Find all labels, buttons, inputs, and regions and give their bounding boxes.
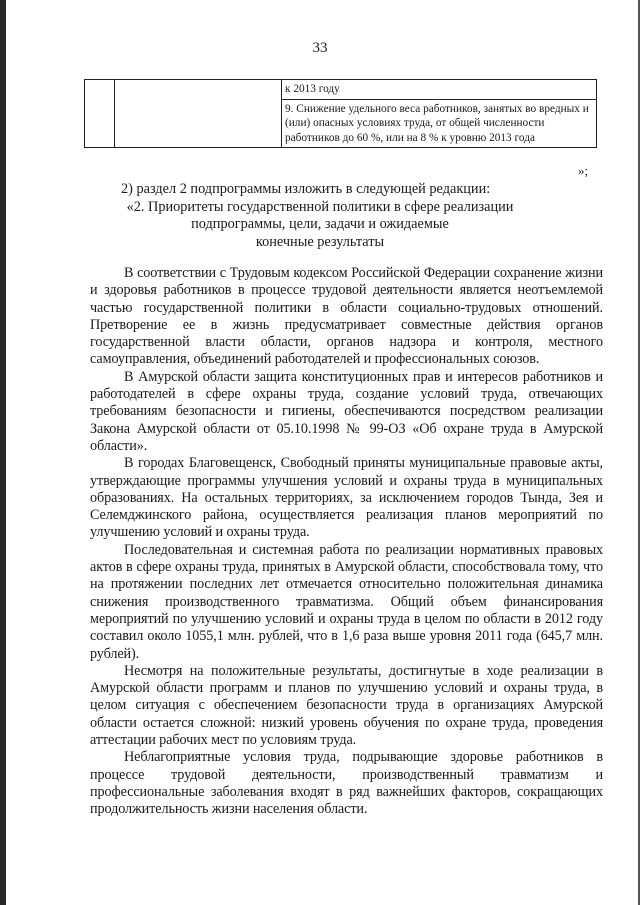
table-cell-text: 9. Снижение удельного веса работников, занятых во вредных и (или) опасных условиях труда, от общей численности работников до 60 %, или на 8 % к уровню 2013 года: [282, 99, 597, 148]
paragraph: В Амурской области защита конституционных прав и интересов работников и работодателей в сфере охраны труда, создание условий труда, отвечающих требованиям безопасности и гигиены, обеспечиваются посредством реализации Закона Амурской области от 05.10.1998 № 99-ОЗ «Об охране труда в Амурской области».: [90, 368, 603, 454]
paragraph: Неблагоприятные условия труда, подрывающие здоровье работников в процессе трудовой деятельности, производственный травматизм и профессиональные заболевания входят в ряд важнейших факторов, сокращающих продолжительность жизни населения области.: [90, 749, 603, 818]
section-title-line: конечные результаты: [255, 233, 385, 250]
paragraph: Несмотря на положительные результаты, достигнутые в ходе реализации в Амурской области программ и планов по улучшению условий и охраны труда, в целом ситуация с обеспечением безопасности труда в организациях Амурской области остается сложной: низкий уровень обучения по охране труда, проведения аттестации рабочих мест по условиям труда.: [90, 662, 603, 749]
continuation-table: [84, 79, 597, 148]
section-title-line: подпрограммы, цели, задачи и ожидаемые: [191, 216, 449, 232]
closing-quote-mark: »;: [578, 163, 589, 178]
body-text: [90, 265, 603, 819]
table-cell-empty: [115, 80, 282, 148]
paragraph: В городах Благовещенск, Свободный приняты муниципальные правовые акты, утверждающие программы улучшения условий и охраны труда в муниципальных образованиях. На остальных территориях, за исключением городов Тында, Зея и Селемджинского района, осуществляется реализация планов мероприятий по улучшению условий и охраны труда.: [90, 455, 603, 541]
paragraph: В соответствии с Трудовым кодексом Российской Федерации сохранение жизни и здоровья работников в процессе трудовой деятельности является неотъемлемой частью государственной политики в области социально-трудовых отношений. Претворение ее в жизнь предусматривает совместные действия органов государственной власти области, органов надзора и контроля, местного самоуправления, объединений работодателей и профессиональных союзов.: [90, 265, 603, 368]
section-title-line: «2. Приоритеты государственной политики в сфере реализации: [126, 198, 514, 215]
section-heading: [0, 181, 640, 251]
scan-left-edge: [0, 0, 6, 905]
table-row: [85, 80, 597, 100]
paragraph: Последовательная и системная работа по реализации нормативных правовых актов в сфере охраны труда, принятых в Амурской области, способствовала тому, что на протяжении последних лет отмечается относительно положительная динамика снижения производственного травматизма. Общий объем финансирования мероприятий по улучшению условий и охраны труда в целом по области в 2012 году составил около 1055,1 млн. рублей, что в 1,6 раза выше уровня 2011 года (645,7 млн. рублей).: [90, 541, 603, 662]
page-number: 33: [312, 40, 328, 56]
section-intro: 2) раздел 2 подпрограммы изложить в следующей редакции:: [121, 181, 491, 197]
table-cell-text: к 2013 году: [282, 80, 597, 100]
table-cell-empty: [85, 80, 115, 148]
